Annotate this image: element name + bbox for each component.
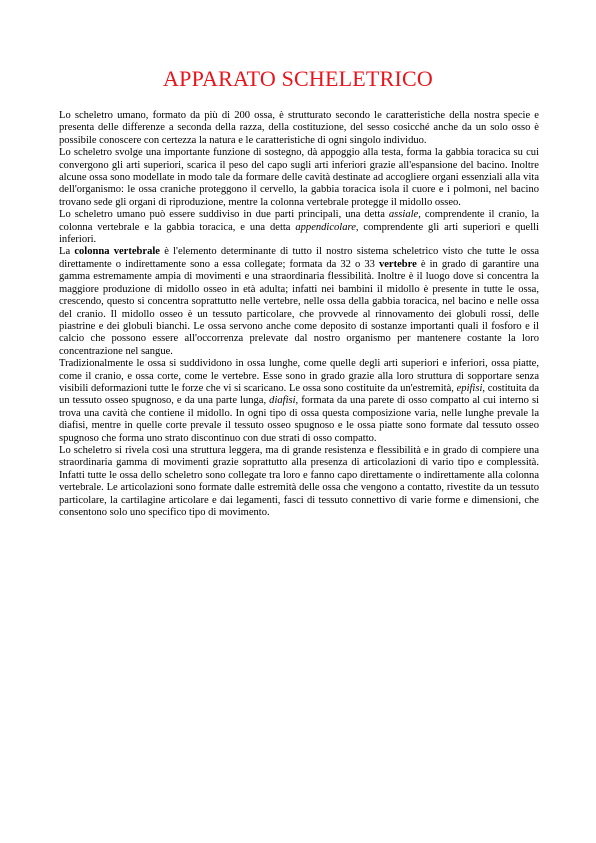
paragraph-text: Tradizionalmente le ossa si suddividono in ossa lunghe, come quelle degli arti superiori e inferiori, ossa piatte, come il cranio, e ossa corte, come le vertebre. Esse sono in grado grazie alla loro struttura di sopportare senza visibili deformazioni tutte le forze che vi si scaricano. Le ossa sono costituite da un'estremità, [59, 358, 539, 394]
paragraph-text: La [59, 246, 75, 258]
body-paragraph [59, 246, 539, 358]
paragraph-text: Lo scheletro umano può essere suddiviso in due parti principali, una detta [59, 209, 389, 221]
paragraph-text: Lo scheletro svolge una importante funzione di sostegno, dà appoggio alla testa, forma la gabbia toracica su cui convergono gli arti superiori, scarica il peso del capo sugli arti inferiori grazie all'espansione del bacino. Inoltre alcune ossa sono modellate in modo tale da formare delle cavità destinate ad accogliere organi essenziali alla vita dell'organismo: le ossa craniche proteggono il cervello, la gabbia toracica isola il cuore e i polmoni, nel bacino trovano sede gli organi di riproduzione, mentre la colonna vertebrale protegge il midollo osseo. [59, 147, 539, 208]
paragraph-text: , costituita da un tessuto osseo spugnoso, e da una parte lunga, [59, 382, 540, 407]
paragraph-text: Lo scheletro umano, formato da più di 200 ossa, è strutturato secondo le caratteristiche della nostra specie e presenta delle differenze a seconda della razza, della costituzione, del sesso cosicché anche da un solo osso è possibile conoscere con certezza la natura e le caratteristiche di ogni singolo individuo. [59, 110, 539, 146]
bold-term: vertebre [378, 258, 417, 270]
bold-term: colonna vertebrale [74, 246, 160, 258]
page-title: APPARATO SCHELETRICO [163, 66, 433, 91]
body-paragraph [59, 110, 539, 147]
paragraph-text: è l'elemento determinante di tutto il nostro sistema scheletrico visto che tutte le ossa direttamente o indirettamente sono a essa collegate; formata da 32 o 33 [59, 246, 540, 270]
paragraph-text: , comprendente gli arti superiori e quelli inferiori. [59, 221, 539, 246]
paragraph-text: è in grado di garantire una gamma estremamente ampia di movimenti e una straordinaria flessibilità. Inoltre è il luogo dove si concentra la maggiore produzione di midollo osseo in età adulta; infatti nei bambini il midollo è presente in tutte le ossa, crescendo, questo si concentra soprattutto nelle vertebre, nelle ossa della gabbia toracica, nel bacino e nelle ossa del cranio. Il midollo osseo è un tessuto particolare, che provvede al rinnovamento dei globuli rossi, delle piastrine e dei globuli bianchi. Le ossa servono anche come deposito di sostanze importanti quali il fosforo e il calcio che possono essere all'occorrenza prelevate dal nostro organismo per mantenere costante la loro concentrazione nel sangue. [59, 258, 539, 357]
italic-term: epifisi [456, 382, 483, 394]
body-paragraph [59, 209, 539, 246]
italic-term: appendicolare [295, 221, 356, 233]
paragraph-text: Lo scheletro si rivela così una struttura leggera, ma di grande resistenza e flessibilità e in grado di compiere una straordinaria gamma di movimenti grazie soprattutto alla presenza di articolazioni di vario tipo e complessità. Infatti tutte le ossa dello scheletro sono collegate tra loro e fanno capo direttamente o indirettamente alla colonna vertebrale. Le articolazioni sono formate dalle estremità delle ossa che vengono a contatto, rivestite da un tessuto particolare, la cartilagine articolare e dai legamenti, fasci di tessuto connettivo di varie forme e dimensioni, che consentono solo uno specifico tipo di movimento. [59, 444, 539, 518]
body-paragraph [59, 147, 539, 209]
document-body [59, 110, 539, 519]
body-paragraph [59, 358, 539, 445]
paragraph-text: , formata da una parete di osso compatto al cui interno si trova una cavità che contiene il midollo. In ogni tipo di ossa questa composizione varia, nelle lunghe prevale la diafisi, mentre in quelle corte prevale il tessuto osseo spugnoso e le ossa piatte sono formate dal tessuto osseo spugnoso che forma uno strato discontinuo con due strati di osso compatto. [59, 395, 539, 444]
italic-term: diafisi [269, 395, 296, 407]
italic-term: assiale [388, 209, 419, 221]
body-paragraph [59, 445, 539, 519]
paragraph-text: , comprendente il cranio, la colonna vertebrale e la gabbia toracica, e una detta [59, 209, 540, 233]
